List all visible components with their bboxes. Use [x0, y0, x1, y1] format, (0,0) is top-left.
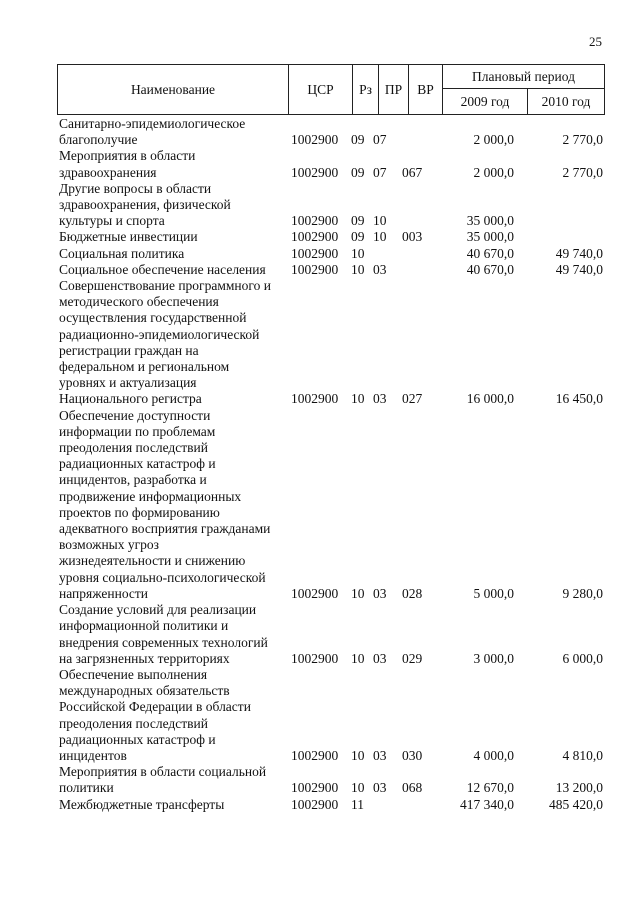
row-name-line: Совершенствование программного и — [59, 278, 271, 294]
table-row — [57, 181, 605, 230]
row-csr: 1002900 — [291, 164, 339, 180]
row-rz: 09 — [351, 164, 365, 180]
row-name-line: федеральном и региональном — [59, 359, 230, 375]
row-name-line: радиационных катастроф и — [59, 456, 216, 472]
table-row — [57, 797, 605, 813]
header-rz: Рз — [353, 65, 379, 114]
row-2010-value: 485 420,0 — [549, 796, 603, 812]
row-name-line: преодоления последствий — [59, 440, 208, 456]
row-name — [57, 229, 289, 245]
row-name — [57, 148, 289, 180]
row-2009-value: 40 670,0 — [466, 261, 514, 277]
row-name-line: внедрения современных технологий — [59, 634, 268, 650]
table-row — [57, 278, 605, 408]
row-name — [57, 246, 289, 262]
row-2009-value: 5 000,0 — [473, 585, 514, 601]
row-csr: 1002900 — [291, 213, 339, 229]
row-pr: 03 — [373, 261, 387, 277]
row-pr: 03 — [373, 391, 387, 407]
row-pr: 03 — [373, 585, 387, 601]
row-name-line: инцидентов, разработка и — [59, 472, 207, 488]
row-csr: 1002900 — [291, 229, 339, 245]
row-rz: 10 — [351, 391, 365, 407]
row-2009-value: 40 670,0 — [466, 245, 514, 261]
row-pr: 03 — [373, 650, 387, 666]
row-name-line: напряженности — [59, 585, 149, 601]
row-name — [57, 408, 289, 602]
row-csr: 1002900 — [291, 132, 339, 148]
row-pr: 10 — [373, 213, 387, 229]
row-name-line: Мероприятия в области — [59, 148, 196, 164]
row-name — [57, 797, 289, 813]
row-vr: 067 — [402, 164, 423, 180]
row-2009-value: 3 000,0 — [473, 650, 514, 666]
row-name-line: благополучие — [59, 132, 138, 148]
row-csr: 1002900 — [291, 261, 339, 277]
row-2009-value: 4 000,0 — [473, 747, 514, 763]
row-name-line: методического обеспечения — [59, 294, 219, 310]
row-name-line: Мероприятия в области социальной — [59, 764, 267, 780]
row-csr: 1002900 — [291, 585, 339, 601]
table-row — [57, 667, 605, 764]
row-name — [57, 602, 289, 667]
row-rz: 10 — [351, 747, 365, 763]
row-2010-value: 49 740,0 — [555, 245, 603, 261]
row-name-line: международных обязательств — [59, 683, 230, 699]
table-header — [57, 64, 605, 115]
row-rz: 09 — [351, 229, 365, 245]
table-row — [57, 764, 605, 796]
row-csr: 1002900 — [291, 747, 339, 763]
table-row — [57, 116, 605, 148]
row-2010-value: 2 770,0 — [562, 132, 603, 148]
row-name-line: проектов по формированию — [59, 504, 220, 520]
row-rz: 10 — [351, 245, 365, 261]
row-name-line: Обеспечение выполнения — [59, 666, 208, 682]
row-name-line: Межбюджетные трансферты — [59, 796, 225, 812]
row-name-line: регистрации граждан на — [59, 342, 199, 358]
header-pr: ПР — [379, 65, 409, 114]
row-csr: 1002900 — [291, 391, 339, 407]
row-name-line: Санитарно-эпидемиологическое — [59, 116, 246, 131]
header-vr: ВР — [409, 65, 443, 114]
row-2010-value: 2 770,0 — [562, 164, 603, 180]
row-csr: 1002900 — [291, 780, 339, 796]
row-name-line: Российской Федерации в области — [59, 699, 251, 715]
row-2009-value: 2 000,0 — [473, 132, 514, 148]
row-name-line: Социальная политика — [59, 245, 185, 261]
table-row — [57, 408, 605, 602]
row-name-line: здравоохранения — [59, 164, 157, 180]
row-name-line: здравоохранения, физической — [59, 197, 231, 213]
row-2009-value: 12 670,0 — [466, 780, 514, 796]
row-name-line: культуры и спорта — [59, 213, 165, 229]
row-name-line: информационной политики и — [59, 618, 229, 634]
row-name-line: радиационно-эпидемиологической — [59, 326, 260, 342]
row-name — [57, 764, 289, 796]
row-name-line: Социальное обеспечение населения — [59, 261, 266, 277]
row-2009-value: 417 340,0 — [460, 796, 514, 812]
table-row — [57, 262, 605, 278]
row-2010-value: 13 200,0 — [555, 780, 603, 796]
row-vr: 027 — [402, 391, 423, 407]
row-name — [57, 262, 289, 278]
row-vr: 030 — [402, 747, 423, 763]
table-row — [57, 602, 605, 667]
row-2010-value: 6 000,0 — [562, 650, 603, 666]
row-name-line: продвижение информационных — [59, 488, 242, 504]
row-name-line: жизнедеятельности и снижению — [59, 553, 246, 569]
row-name-line: возможных угроз — [59, 537, 159, 553]
row-2010-value: 9 280,0 — [562, 585, 603, 601]
row-name-line: политики — [59, 780, 114, 796]
header-year-2009: 2009 год — [443, 89, 528, 115]
row-name-line: осуществления государственной — [59, 310, 247, 326]
header-name: Наименование — [58, 65, 289, 114]
row-name-line: преодоления последствий — [59, 715, 208, 731]
row-rz: 09 — [351, 132, 365, 148]
page-number: 25 — [589, 34, 602, 49]
row-rz: 10 — [351, 585, 365, 601]
row-vr: 028 — [402, 585, 423, 601]
row-name-line: на загрязненных территориях — [59, 650, 230, 666]
header-plan-period: Плановый период — [443, 65, 604, 89]
row-vr: 029 — [402, 650, 423, 666]
row-name-line: инцидентов — [59, 747, 127, 763]
row-name-line: Обеспечение доступности — [59, 407, 211, 423]
row-name-line: Создание условий для реализации — [59, 602, 257, 618]
table-row — [57, 148, 605, 180]
row-pr: 07 — [373, 132, 387, 148]
row-name-line: Бюджетные инвестиции — [59, 229, 198, 245]
row-pr: 03 — [373, 747, 387, 763]
row-csr: 1002900 — [291, 796, 339, 812]
row-pr: 03 — [373, 780, 387, 796]
header-year-2010: 2010 год — [541, 94, 591, 109]
row-name-line: адекватного восприятия гражданами — [59, 521, 271, 537]
row-rz: 10 — [351, 780, 365, 796]
row-2010-value: 16 450,0 — [555, 391, 603, 407]
table-row — [57, 229, 605, 245]
row-2009-value: 35 000,0 — [466, 213, 514, 229]
row-name-line: Национального регистра — [59, 391, 202, 407]
row-vr: 003 — [402, 229, 423, 245]
row-name — [57, 116, 289, 148]
row-rz: 11 — [351, 796, 364, 812]
row-2010-value: 4 810,0 — [562, 747, 603, 763]
table-body — [57, 116, 605, 813]
row-2009-value: 16 000,0 — [466, 391, 514, 407]
row-name-line: информации по проблемам — [59, 423, 216, 439]
row-name — [57, 181, 289, 230]
row-name — [57, 667, 289, 764]
row-pr: 10 — [373, 229, 387, 245]
row-rz: 10 — [351, 261, 365, 277]
table-row — [57, 246, 605, 262]
header-csr: ЦСР — [289, 65, 353, 114]
row-rz: 09 — [351, 213, 365, 229]
row-2009-value: 2 000,0 — [473, 164, 514, 180]
row-rz: 10 — [351, 650, 365, 666]
row-2010-value: 49 740,0 — [555, 261, 603, 277]
row-name-line: радиационных катастроф и — [59, 731, 216, 747]
row-csr: 1002900 — [291, 245, 339, 261]
row-pr: 07 — [373, 164, 387, 180]
row-vr: 068 — [402, 780, 423, 796]
row-name — [57, 278, 289, 408]
row-name-line: уровня социально-психологической — [59, 569, 266, 585]
row-name-line: уровнях и актуализация — [59, 375, 197, 391]
row-csr: 1002900 — [291, 650, 339, 666]
row-name-line: Другие вопросы в области — [59, 180, 212, 196]
row-2009-value: 35 000,0 — [466, 229, 514, 245]
